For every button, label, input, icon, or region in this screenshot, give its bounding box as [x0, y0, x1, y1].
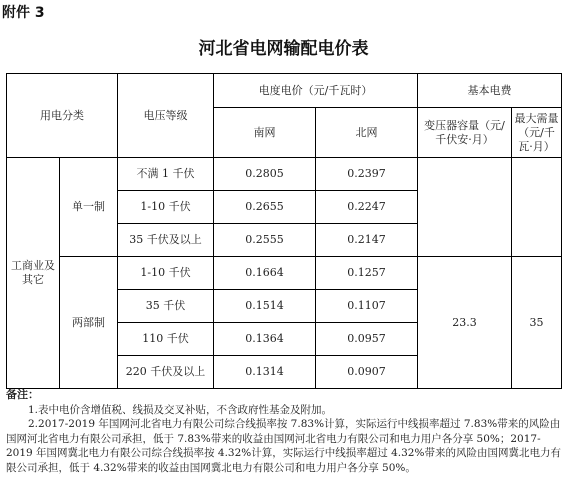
price-table: [6, 73, 562, 389]
south-price-cell: 0.1314: [214, 356, 316, 389]
header-south-grid: 南网: [214, 108, 316, 158]
north-price-cell: 0.0907: [316, 356, 418, 389]
header-transformer-capacity: 变压器容量（元/千伏安·月）: [418, 108, 512, 158]
south-price-cell: 0.1664: [214, 257, 316, 290]
south-price-cell: 0.1364: [214, 323, 316, 356]
south-price-cell: 0.1514: [214, 290, 316, 323]
header-usage-category: 用电分类: [7, 74, 118, 158]
north-price-cell: 0.2397: [316, 158, 418, 191]
notes-section: [6, 388, 561, 475]
header-basic-fee: 基本电费: [418, 74, 562, 108]
voltage-cell: 35 千伏: [118, 290, 214, 323]
south-price-cell: 0.2805: [214, 158, 316, 191]
voltage-cell: 1-10 千伏: [118, 191, 214, 224]
north-price-cell: 0.2247: [316, 191, 418, 224]
voltage-cell: 35 千伏及以上: [118, 224, 214, 257]
north-price-cell: 0.0957: [316, 323, 418, 356]
header-max-demand: 最大需量（元/千瓦·月）: [512, 108, 562, 158]
attachment-label: 附件 3: [2, 5, 45, 21]
north-price-cell: 0.1257: [316, 257, 418, 290]
voltage-cell: 110 千伏: [118, 323, 214, 356]
voltage-cell: 1-10 千伏: [118, 257, 214, 290]
header-north-grid: 北网: [316, 108, 418, 158]
two-part-system-label: 两部制: [60, 257, 118, 389]
page-title: 河北省电网输配电价表: [198, 39, 369, 59]
voltage-cell: 220 千伏及以上: [118, 356, 214, 389]
south-price-cell: 0.2655: [214, 191, 316, 224]
transformer-capacity-value: 23.3: [418, 257, 512, 389]
north-price-cell: 0.1107: [316, 290, 418, 323]
transformer-empty-cell: [418, 158, 512, 257]
single-system-label: 单一制: [60, 158, 118, 257]
south-price-cell: 0.2555: [214, 224, 316, 257]
note-2: 2.2017-2019 年国网河北省电力有限公司综合线损率按 7.83%计算，实际运行中线损率超过 7.83%带来的风险由国网河北省电力有限公司承担，低于 7.83%带来的收益由国网河北省电力有限公司和电力用户各分享 50%；2017-2019 年国网冀北电力有限公司综合线损率按 4.32%计算，实际运行中线损率超过 4.32%带来的风险由国网冀北电力有限公司承担，低于 4.32%带来的收益由国网冀北电力有限公司和电力用户各分享 50%。: [6, 418, 561, 474]
voltage-cell: 不满 1 千伏: [118, 158, 214, 191]
max-demand-value: 35: [512, 257, 562, 389]
header-energy-price: 电度电价（元/千瓦时）: [214, 74, 418, 108]
north-price-cell: 0.2147: [316, 224, 418, 257]
demand-empty-cell: [512, 158, 562, 257]
note-1: 1.表中电价含增值税、线损及交叉补贴，不含政府性基金及附加。: [28, 403, 333, 416]
category-label: 工商业及其它: [7, 158, 60, 389]
header-voltage-level: 电压等级: [118, 74, 214, 158]
notes-heading: 备注：: [6, 388, 39, 401]
